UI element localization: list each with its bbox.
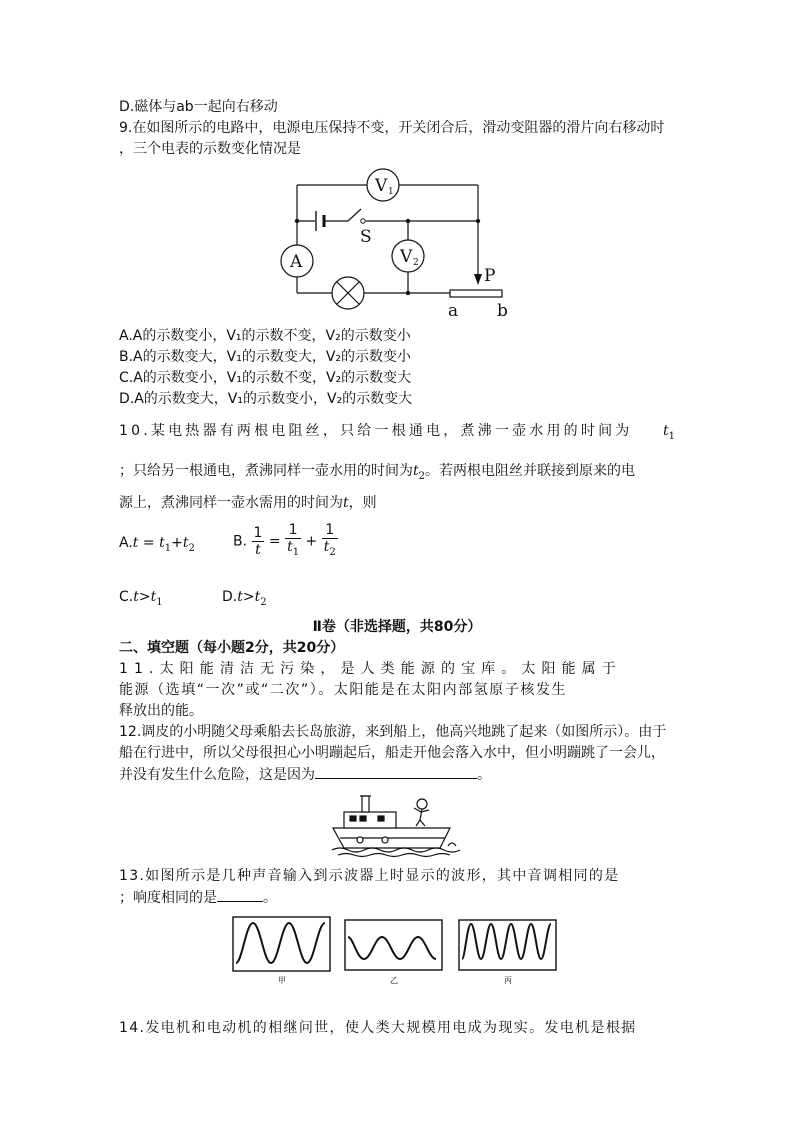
voltmeter-v2 bbox=[392, 240, 424, 272]
waveform-label-bing: 丙 bbox=[504, 976, 512, 985]
q9-option-d: D.A的示数变大，V₁的示数变小，V₂的示数变大 bbox=[119, 391, 413, 407]
v2-label: V bbox=[400, 247, 413, 267]
q10-stem-text: 10.某电热器有两根电阻丝，只给一根通电，煮沸一壶水用的时间为 bbox=[119, 423, 633, 439]
waveform-bing bbox=[462, 924, 551, 959]
q10-stem-line1 bbox=[119, 421, 675, 447]
q12-line2: 船在行进中，所以父母很担心小明蹦起后，船走开他会落入水中，但小明蹦跳了一会儿， bbox=[119, 745, 665, 761]
q8-option-d: D.磁体与ab一起向右移动 bbox=[119, 99, 278, 115]
q9-option-c: C.A的示数变小，V₁的示数不变，V₂的示数变大 bbox=[119, 370, 412, 386]
section2-subtitle: 二、填空题（每小题2分，共20分） bbox=[119, 640, 345, 656]
q9-option-b: B.A的示数变大，V₁的示数变大，V₂的示数变小 bbox=[119, 349, 412, 365]
ammeter-label: A bbox=[290, 252, 303, 272]
slider-arrow-icon bbox=[474, 274, 482, 285]
q13-line2: ；响度相同的是 。 bbox=[119, 887, 277, 908]
q12-line1: 12.调皮的小明随父母乘船去长岛旅游，来到船上，他高兴地跳了起来（如图所示）。由于 bbox=[119, 724, 667, 740]
waveform-jia bbox=[236, 923, 325, 963]
q10-option-a: $A.t = t_1+t_2$ bbox=[119, 535, 195, 554]
q11-line1: 11.太阳能清洁无污染，是人类能源的宝库。太阳能属于 bbox=[119, 661, 622, 677]
q10-t2: $t_2$ bbox=[413, 463, 426, 482]
section2-title: Ⅱ卷（非选择题，共80分） bbox=[312, 619, 482, 635]
lamp-icon bbox=[332, 277, 364, 309]
q12-answer-blank[interactable] bbox=[315, 764, 477, 779]
q10-option-b: B. $\frac{1}{t}$ = $\frac{1}{t_1}$ + $\frac{1}{t_2}$ bbox=[233, 522, 336, 558]
waveform-yi bbox=[348, 937, 436, 959]
circuit-diagram bbox=[270, 168, 520, 320]
oscilloscope-waveforms bbox=[232, 915, 564, 987]
rheostat-end-a: a bbox=[448, 301, 459, 320]
q11-line2: 能源（选填“一次”或“二次”）。太阳能是在太阳内部氢原子核发生 bbox=[119, 682, 568, 698]
waveform-label-jia: 甲 bbox=[278, 976, 286, 985]
switch-contact-icon bbox=[361, 219, 365, 223]
q10-stem-line3: 源上，煮沸同样一壶水需用的时间为t，则 bbox=[119, 495, 377, 511]
q12-line3: 并没有发生什么危险，这是因为 。 bbox=[119, 764, 491, 785]
q13-answer-blank[interactable] bbox=[217, 887, 263, 902]
q10-stem-line2: ；只给另一根通电，煮沸同样一壶水用的时间为$t_2$。若两根电阻丝并联接到原来的电 bbox=[119, 463, 636, 482]
q9-stem-line1: 9.在如图所示的电路中，电源电压保持不变，开关闭合后，滑动变阻器的滑片向右移动时 bbox=[119, 120, 665, 136]
q9-stem-line2: ，三个电表的示数变化情况是 bbox=[119, 141, 301, 157]
ammeter bbox=[281, 245, 313, 277]
q11-line3: 释放出的能。 bbox=[119, 703, 203, 719]
waveform-label-yi: 乙 bbox=[390, 976, 398, 985]
boat-with-boy-illustration bbox=[330, 790, 465, 858]
v1-label: V bbox=[375, 176, 388, 196]
q14-line1: 14.发电机和电动机的相继问世，使人类大规模用电成为现实。发电机是根据 bbox=[119, 1020, 637, 1036]
rheostat-end-b: b bbox=[497, 301, 508, 320]
q9-option-a: A.A的示数变小，V₁的示数不变，V₂的示数变小 bbox=[119, 328, 411, 344]
voltmeter-v1 bbox=[367, 169, 399, 201]
v2-subscript: 2 bbox=[413, 258, 419, 268]
q10-option-c: $C.t>t_1$ bbox=[119, 589, 163, 608]
q10-t1: $t_1$ bbox=[662, 423, 675, 442]
waveform-panel-yi bbox=[345, 920, 442, 970]
q13-line1: 13.如图所示是几种声音输入到示波器上时显示的波形，其中音调相同的是 bbox=[119, 868, 620, 884]
v1-subscript: 1 bbox=[388, 187, 394, 197]
slider-label: P bbox=[484, 266, 496, 286]
switch-label: S bbox=[360, 227, 372, 247]
q10-option-d: $D.t>t_2$ bbox=[222, 589, 267, 608]
